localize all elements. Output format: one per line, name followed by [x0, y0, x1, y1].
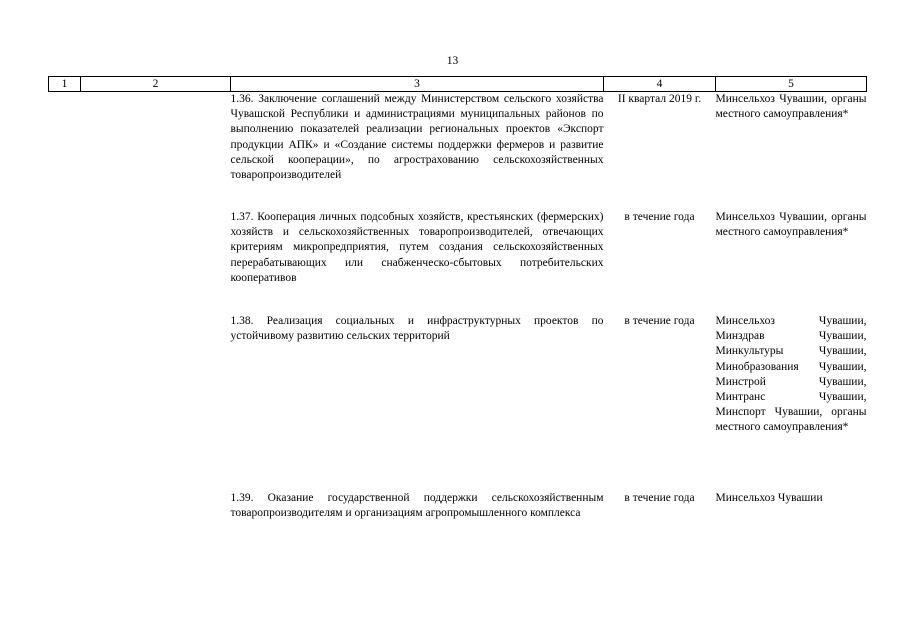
row-col1-cell: [49, 92, 81, 211]
table-row: [49, 92, 867, 211]
table-header: [49, 77, 867, 92]
executor-cell: Минсельхоз Чувашии: [715, 492, 823, 504]
column-header-4: 4: [604, 77, 716, 92]
deadline-cell: в течение года: [624, 211, 695, 223]
table-row: [49, 314, 867, 491]
measure-cell: 1.37. Кооперация личных подсобных хозяйств, крестьянских (фермерских) хозяйств и сельскохозяйственных товаропроизводителей, отвечающих критериям микропредприятия, путем создания сельскохозяйственных перерабатывающих или снабженческо-сбытовых потребительских кооперативов: [230, 211, 604, 284]
column-header-2: 2: [81, 77, 231, 92]
measure-cell: 1.39. Оказание государственной поддержки сельскохозяйственным товаропроизводителям и организациям агропромышленного комплекса: [230, 492, 604, 520]
executor-cell: Минсельхоз Чувашии, органы местного самоуправления*: [715, 211, 867, 239]
row-col2-cell: [81, 210, 231, 314]
deadline-cell: в течение года: [624, 492, 695, 504]
row-col1-cell: [49, 314, 81, 491]
row-col2-cell: [81, 92, 231, 211]
measure-cell: 1.36. Заключение соглашений между Министерством сельского хозяйства Чувашской Республики и администрациями муниципальных районов по выполнению показателей реализации региональных проектов «Экспорт продукции АПК» и «Создание системы поддержки фермеров и развитие сельской кооперации», по агрострахованию сельскохозяйственных товаропроизводителей: [230, 93, 604, 182]
measure-cell: 1.38. Реализация социальных и инфраструктурных проектов по устойчивому развитию сельских территорий: [230, 315, 604, 343]
row-col1-cell: [49, 210, 81, 314]
column-header-3: 3: [231, 77, 604, 92]
measures-table: [48, 76, 867, 546]
column-header-5: 5: [716, 77, 867, 92]
column-header-1: 1: [49, 77, 81, 92]
table-row: [49, 491, 867, 546]
row-col2-cell: [81, 314, 231, 491]
table-row: [49, 210, 867, 314]
deadline-cell: в течение года: [624, 315, 695, 327]
row-col1-cell: [49, 491, 81, 546]
executor-cell: Минсельхоз Чувашии, Минздрав Чувашии, Минкультуры Чувашии, Минобразования Чувашии, Минстрой Чувашии, Минтранс Чувашии, Минспорт Чувашии, органы местного самоуправления*: [715, 315, 867, 434]
deadline-cell: II квартал 2019 г.: [617, 93, 702, 105]
executor-cell: Минсельхоз Чувашии, органы местного самоуправления*: [715, 93, 867, 121]
page-number: 13: [446, 55, 459, 67]
row-col2-cell: [81, 491, 231, 546]
